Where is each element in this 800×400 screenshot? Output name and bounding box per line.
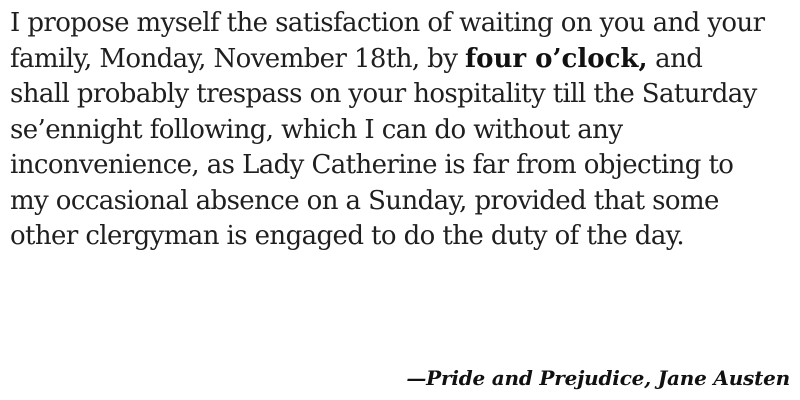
quote-line-2-start: family, Monday, November 18th, by xyxy=(10,43,465,74)
quote-line-4: se’ennight following, which I can do without any xyxy=(10,114,623,145)
emphasized-time: four o’clock, xyxy=(464,43,648,74)
quote-line-5: inconvenience, as Lady Catherine is far from objecting to xyxy=(10,150,734,180)
quote-line-1: I propose myself the satisfaction of waiting on you and your xyxy=(10,8,765,38)
quote-line-2-end: and xyxy=(647,43,703,74)
quote-line-2 xyxy=(10,42,795,78)
quote-line-7: other clergyman is engaged to do the duty of the day. xyxy=(10,221,685,251)
quote-text xyxy=(10,6,795,255)
attribution: —Pride and Prejudice, Jane Austen xyxy=(406,366,790,390)
quote-line-6: my occasional absence on a Sunday, provided that some xyxy=(10,185,719,216)
quote-line-3: shall probably trespass on your hospitality till the Saturday xyxy=(10,79,757,109)
